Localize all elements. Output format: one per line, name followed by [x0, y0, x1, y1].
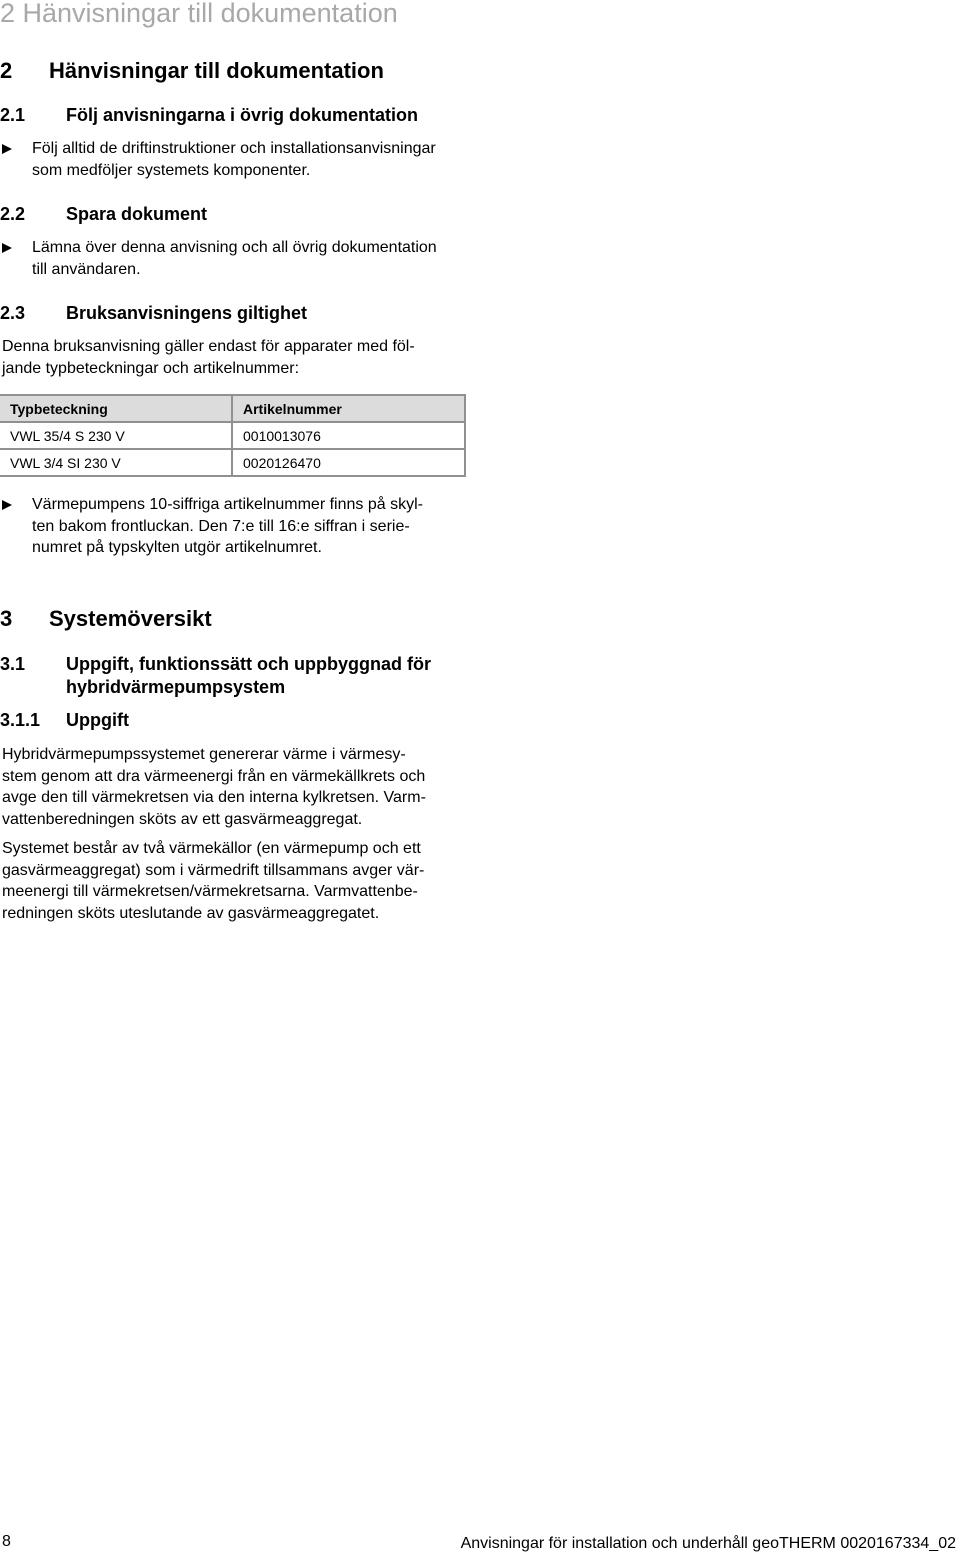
table-row	[0, 422, 465, 449]
bullet-line: Följ alltid de driftinstruktioner och installationsanvisningar	[32, 140, 436, 157]
bullet-line: Värmepumpens 10-siffriga artikelnummer finns på skyl-	[32, 496, 423, 513]
table-header-row	[0, 395, 465, 422]
section-title-line: hybridvärmepumpsystem	[66, 677, 286, 697]
column-header-article: Artikelnummer	[232, 395, 465, 422]
section-title: Uppgift	[66, 710, 129, 730]
section-title: Spara dokument	[66, 204, 208, 224]
paragraph-line: stem genom att dra värmeenergi från en värmekällkrets och	[2, 767, 426, 785]
bullet-line: Lämna över denna anvisning och all övrig dokumentation	[32, 239, 437, 256]
table-cell: 0010013076	[232, 422, 465, 449]
section-number: 3.1	[0, 654, 26, 674]
triangle-bullet-icon	[2, 500, 12, 510]
table-row	[0, 449, 465, 476]
section-2-1-heading	[0, 104, 418, 127]
section-3-1-1-heading	[0, 709, 129, 732]
bullet-line: numret på typskylten utgör artikelnumret.	[32, 539, 322, 556]
chapter-number: 2	[0, 58, 13, 83]
section-2-3-heading	[0, 302, 307, 325]
section-2-3-intro	[2, 336, 415, 379]
paragraph-line: Denna bruksanvisning gäller endast för apparater med föl-	[2, 338, 415, 355]
section-title: Följ anvisningarna i övrig dokumentation	[66, 105, 419, 125]
bullet-line: till användaren.	[32, 260, 141, 278]
table-cell: VWL 35/4 S 230 V	[0, 422, 232, 449]
section-title-line: Uppgift, funktionssätt och uppbyggnad för	[66, 654, 431, 674]
section-3-1-heading	[0, 653, 431, 699]
running-header: 2 Hänvisningar till dokumentation	[0, 0, 398, 28]
paragraph-line: vattenberedningen sköts av ett gasvärmeaggregat.	[2, 810, 363, 828]
page-number: 8	[2, 1533, 11, 1550]
table-cell: VWL 3/4 SI 230 V	[0, 449, 232, 476]
section-title	[66, 653, 431, 699]
bullet-2-2	[2, 237, 942, 281]
bullet-2-3	[2, 494, 942, 560]
bullet-line: ten bakom frontluckan. Den 7:e till 16:e siffran i serie-	[32, 517, 410, 535]
bullet-2-1	[2, 138, 942, 182]
section-3-1-1-paragraph-1	[2, 744, 426, 830]
section-title: Bruksanvisningens giltighet	[66, 303, 308, 323]
section-3-1-1-paragraph-2	[2, 838, 424, 924]
section-2-2-heading	[0, 203, 207, 226]
triangle-bullet-icon	[2, 144, 12, 154]
section-number: 2.3	[0, 303, 26, 323]
chapter-3-heading	[0, 606, 212, 632]
bullet-line: som medföljer systemets komponenter.	[32, 161, 311, 179]
chapter-2-heading	[0, 58, 384, 84]
triangle-bullet-icon	[2, 243, 12, 253]
section-number: 2.1	[0, 105, 26, 125]
chapter-title: Systemöversikt	[49, 606, 212, 631]
chapter-number: 3	[0, 606, 13, 631]
column-header-type: Typbeteckning	[0, 395, 232, 422]
paragraph-line: meenergi till värmekretsen/värmekretsarna. Varmvattenbe-	[2, 883, 418, 900]
paragraph-line: gasvärmeaggregat) som i värmedrift tillsammans avger vär-	[2, 861, 425, 879]
chapter-title: Hänvisningar till dokumentation	[49, 58, 384, 83]
footer-text: Anvisningar för installation och underhåll geoTHERM 0020167334_02	[460, 1535, 956, 1552]
section-number: 2.2	[0, 204, 26, 224]
paragraph-line: Hybridvärmepumpssystemet genererar värme i värmesy-	[2, 746, 406, 763]
section-number: 3.1.1	[0, 710, 41, 730]
article-number-table	[0, 394, 466, 477]
paragraph-line: Systemet består av två värmekällor (en värmepump och ett	[2, 840, 421, 857]
paragraph-line: avge den till värmekretsen via den interna kylkretsen. Varm-	[2, 789, 426, 806]
paragraph-line: redningen sköts uteslutande av gasvärmeaggregatet.	[2, 904, 380, 922]
table-cell: 0020126470	[232, 449, 465, 476]
paragraph-line: jande typbeteckningar och artikelnummer:	[2, 359, 300, 377]
